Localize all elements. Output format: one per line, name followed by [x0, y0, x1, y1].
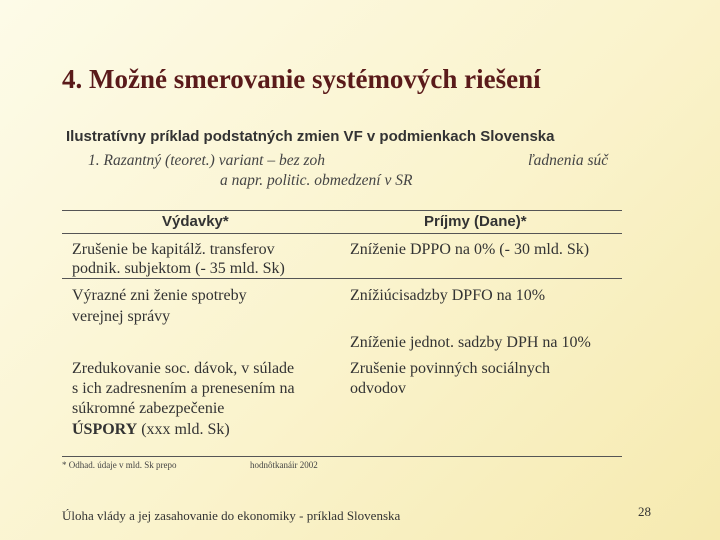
row1-right: Zníženie DPPO na 0% (- 30 mld. Sk) — [350, 241, 590, 258]
table-bottom-rule — [62, 456, 622, 457]
variant-line-1: 1. Razantný (teoret.) variant – bez zoh — [88, 152, 326, 169]
slide-title: 4. Možné smerovanie systémových riešení — [62, 64, 541, 94]
row4-left-line1: Zredukovanie soc. dávok, v súlade — [72, 360, 295, 377]
variant-line-2: a napr. politic. obmedzení v SR — [220, 172, 413, 189]
row1-left-line1: Zrušenie be kapitálž. transferov — [72, 241, 275, 258]
example-heading: Ilustratívny príklad podstatných zmien VF v podmienkach Slovenska — [66, 128, 555, 145]
column-header-expenses: Výdavky* — [162, 213, 229, 230]
row1-rule — [62, 278, 622, 279]
row1-left-line2: podnik. subjektom (- 35 mld. Sk) — [72, 260, 285, 277]
table-top-rule — [62, 210, 622, 211]
footnote-date: hodnôtkanáir 2002 — [250, 460, 318, 470]
row4-left-line3: súkromné zabezpečenie — [72, 400, 225, 417]
row4-left-line4 — [72, 420, 230, 440]
footnote-text: * Odhad. údaje v mld. Sk prepo — [62, 460, 177, 470]
variant-line-1-right: ľadnenia súč — [528, 152, 609, 169]
slide-footer: Úloha vlády a jej zasahovanie do ekonomiky - príklad Slovenska — [62, 508, 401, 523]
row4-right-line1: Zrušenie povinných sociálnych — [350, 360, 550, 377]
row4-left-line2: s ich zadresnením a prenesením na — [72, 380, 295, 397]
row2-right: Znížiúcisadzby DPFO na 10% — [350, 287, 546, 304]
row3-right: Zníženie jednot. sadzby DPH na 10% — [350, 334, 591, 351]
row4-right-line2: odvodov — [350, 380, 406, 397]
header-rule — [62, 233, 622, 234]
page-number: 28 — [638, 504, 651, 519]
footnote — [62, 460, 318, 470]
row2-left-line1: Výrazné zni ženie spotreby — [72, 287, 247, 304]
row2-left-line2: verejnej správy — [72, 308, 171, 325]
savings-value: (xxx mld. Sk) — [141, 421, 230, 438]
column-header-revenues: Príjmy (Dane)* — [424, 213, 527, 230]
savings-label: ÚSPORY — [72, 421, 138, 438]
